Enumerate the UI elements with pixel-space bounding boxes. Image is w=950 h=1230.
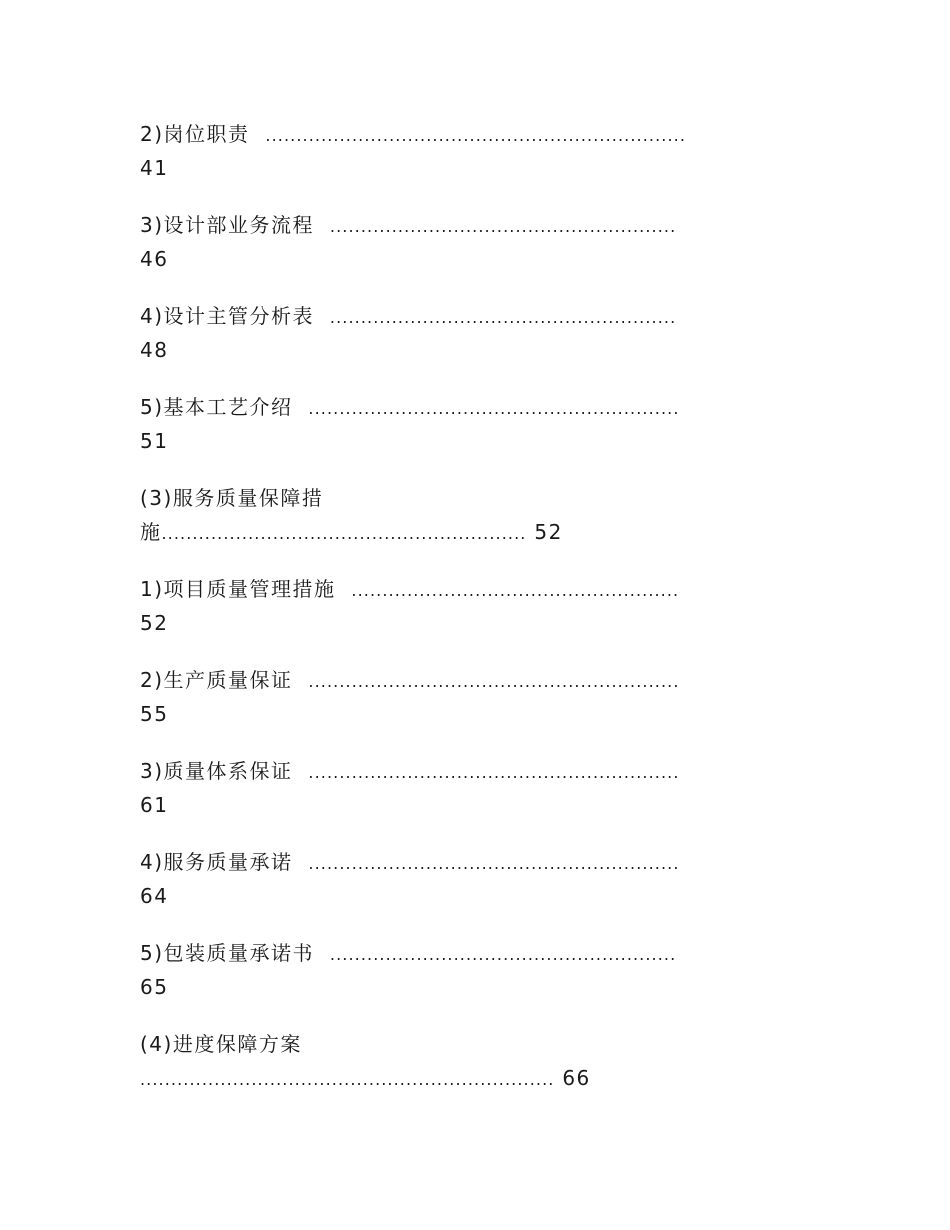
toc-entry-title: (3)服务质量保障措	[140, 486, 324, 510]
toc-page-number: 52	[534, 520, 563, 544]
toc-entry[interactable]	[140, 753, 830, 844]
toc-entry[interactable]	[140, 662, 830, 753]
toc-leader-dots: ........................................................	[329, 217, 677, 236]
toc-entry-title: 1)项目质量管理措施	[140, 577, 336, 601]
toc-entry-title: 4)设计主管分析表	[140, 304, 315, 328]
toc-leader-dots: ...................................................................	[140, 1070, 555, 1089]
toc-leader-dots: ........................................................	[329, 308, 677, 327]
toc-leader-dots: ............................................................	[308, 854, 680, 873]
toc-entry[interactable]	[140, 480, 830, 571]
toc-page-number: 64	[140, 884, 169, 908]
toc-leader-dots: ............................................................	[308, 763, 680, 782]
toc-entry[interactable]	[140, 207, 830, 298]
toc-entry-title: 4)服务质量承诺	[140, 850, 293, 874]
toc-entry[interactable]	[140, 844, 830, 935]
toc-page-number: 65	[140, 975, 169, 999]
toc-entry-title: 5)包装质量承诺书	[140, 941, 315, 965]
toc-entry-title-continued: 施	[140, 520, 162, 544]
toc-page-number: 48	[140, 338, 169, 362]
toc-leader-dots: .....................................................	[351, 581, 680, 600]
toc-leader-dots: ............................................................	[308, 672, 680, 691]
toc-entry-title: 3)设计部业务流程	[140, 213, 315, 237]
toc-leader-dots: ....................................................................	[265, 126, 687, 145]
toc-entry[interactable]	[140, 1026, 830, 1117]
toc-entry[interactable]	[140, 571, 830, 662]
toc-page-number: 55	[140, 702, 169, 726]
toc-entry-title: (4)进度保障方案	[140, 1032, 302, 1056]
toc-entry[interactable]	[140, 935, 830, 1026]
toc-page-number: 41	[140, 156, 169, 180]
table-of-contents	[140, 116, 830, 1117]
toc-entry-title: 2)岗位职责	[140, 122, 250, 146]
toc-entry[interactable]	[140, 116, 830, 207]
toc-page-number: 61	[140, 793, 169, 817]
toc-leader-dots: ............................................................	[308, 399, 680, 418]
toc-entry[interactable]	[140, 389, 830, 480]
toc-page-number: 51	[140, 429, 169, 453]
toc-leader-dots: ...........................................................	[161, 524, 527, 543]
toc-entry-title: 2)生产质量保证	[140, 668, 293, 692]
toc-entry[interactable]	[140, 298, 830, 389]
toc-leader-dots: ........................................................	[329, 945, 677, 964]
toc-entry-title: 5)基本工艺介绍	[140, 395, 293, 419]
toc-page-number: 46	[140, 247, 169, 271]
toc-entry-title: 3)质量体系保证	[140, 759, 293, 783]
toc-page-number: 66	[562, 1066, 591, 1090]
toc-page-number: 52	[140, 611, 169, 635]
